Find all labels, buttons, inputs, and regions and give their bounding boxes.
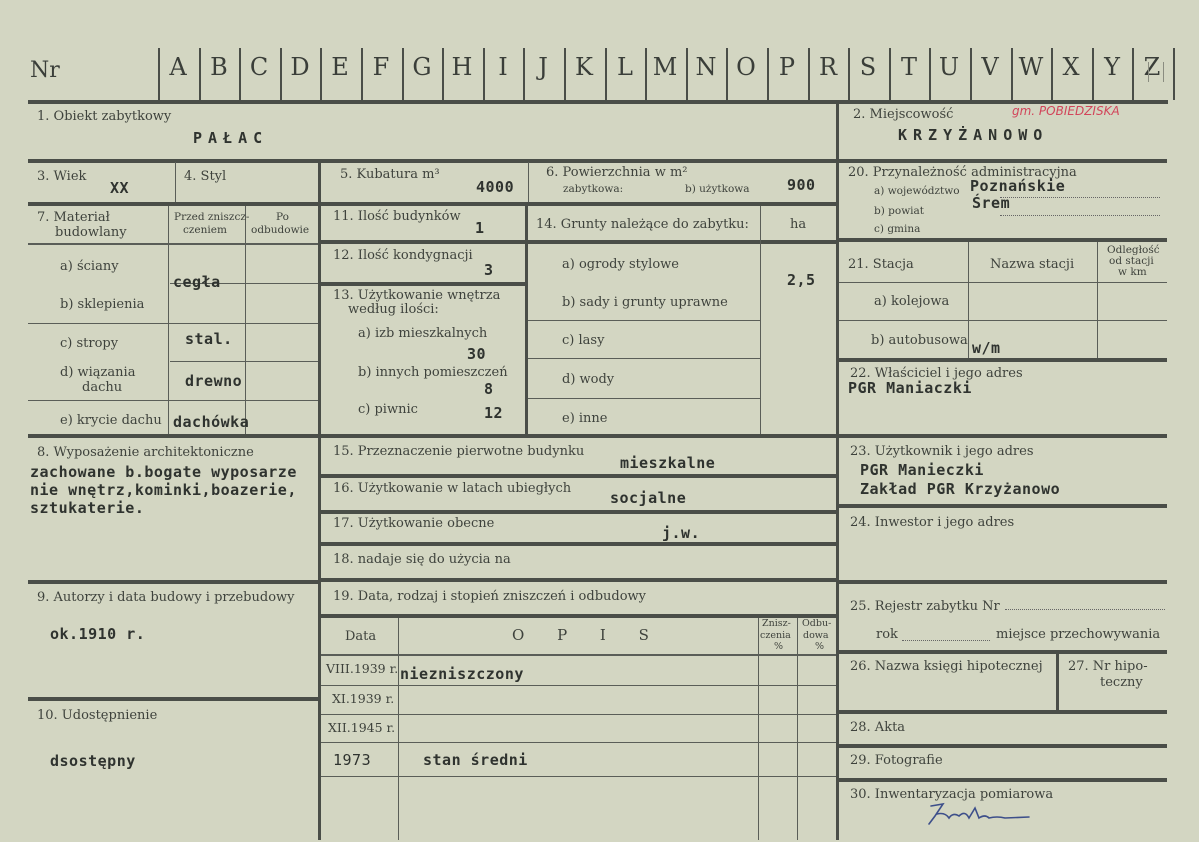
- storeys-label: 12. Ilość kondygnacji: [333, 248, 473, 263]
- nr-label: Nr: [30, 58, 60, 83]
- land-row-orchards: b) sady i grunty uprawne: [562, 295, 728, 310]
- admin-a: a) województwo: [874, 185, 960, 197]
- user-label: 23. Użytkownik i jego adres: [850, 444, 1034, 459]
- land-row-gardens: a) ogrody stylowe: [562, 257, 679, 272]
- material-label-2: budowlany: [55, 225, 127, 240]
- letter-separator: [1051, 48, 1053, 100]
- letter-separator: [970, 48, 972, 100]
- land-row-other: e) inne: [562, 411, 608, 426]
- land-row-waters: d) wody: [562, 372, 615, 387]
- letter-separator: [158, 48, 160, 100]
- mortgage-nr-2: teczny: [1100, 675, 1143, 690]
- letter-separator: [442, 48, 444, 100]
- letter-s: S: [859, 53, 877, 81]
- area-sub-b: b) użytkowa: [685, 183, 750, 195]
- authors-value: ok.1910 r.: [50, 625, 146, 643]
- letter-u: U: [938, 53, 960, 81]
- letter-separator: [361, 48, 363, 100]
- letter-x: X: [1062, 53, 1080, 81]
- current-use-value: j.w.: [662, 524, 701, 542]
- usage-label-1: 13. Użytkowanie wnętrza: [333, 288, 501, 303]
- usage-label-2: według ilości:: [348, 302, 439, 317]
- original-purpose-label: 15. Przeznaczenie pierwotne budynku: [333, 444, 585, 459]
- damage-row-1-desc: niezniszczony: [400, 665, 524, 683]
- admin-label: 20. Przynależność administracyjna: [848, 165, 1077, 180]
- land-row-forests: c) lasy: [562, 333, 605, 348]
- letter-e: E: [331, 53, 349, 81]
- margin-mark: [1148, 62, 1164, 82]
- access-value: dsostępny: [50, 752, 136, 770]
- material-row-ceilings: c) stropy: [60, 336, 119, 351]
- admin-b-value: Śrem: [972, 194, 1011, 212]
- land-unit: ha: [790, 217, 807, 232]
- letter-n: N: [695, 53, 717, 81]
- letter-separator: [848, 48, 850, 100]
- storeys-value: 3: [484, 261, 494, 279]
- locality-handwritten-note: gm. POBIEDZISKA: [1012, 104, 1120, 118]
- user-line-1: PGR Manieczki: [860, 461, 984, 479]
- material-walls-value: cegła: [173, 273, 221, 291]
- damage-col-date: Data: [345, 629, 377, 644]
- letter-separator: [808, 48, 810, 100]
- files-label: 28. Akta: [850, 720, 906, 735]
- letter-j: J: [538, 53, 548, 81]
- admin-c: c) gmina: [874, 223, 921, 235]
- admin-b: b) powiat: [874, 205, 925, 217]
- letter-z: Z: [1143, 53, 1161, 81]
- letter-separator: [929, 48, 931, 100]
- letter-r: R: [818, 53, 838, 81]
- letter-m: M: [652, 53, 678, 81]
- letter-separator: [1092, 48, 1094, 100]
- land-gardens-value: 2,5: [787, 271, 816, 289]
- mortgage-label: 26. Nazwa księgi hipotecznej: [850, 659, 1043, 674]
- authors-label: 9. Autorzy i data budowy i przebudowy: [37, 590, 295, 605]
- station-dist-3: w km: [1118, 266, 1147, 278]
- signature: [925, 800, 1035, 830]
- letter-f: F: [372, 53, 390, 81]
- area-value: 900: [787, 176, 816, 194]
- photos-label: 29. Fotografie: [850, 753, 943, 768]
- damage-col-dmg-1: Znisz-: [762, 618, 791, 629]
- material-row-vaults: b) sklepienia: [60, 297, 145, 312]
- equipment-line-1: zachowane b.bogate wyposarze: [30, 463, 297, 481]
- register-place: miejsce przechowywania: [996, 627, 1161, 642]
- area-label: 6. Powierzchnia w m²: [546, 165, 688, 180]
- past-use-value: socjalne: [610, 489, 687, 507]
- inventory-label: 30. Inwentaryzacja pomiarowa: [850, 787, 1054, 802]
- letter-separator: [1132, 48, 1134, 100]
- letter-h: H: [451, 53, 473, 81]
- usage-b-label: b) innych pomieszczeń: [358, 365, 508, 380]
- damage-row-4-date: 1973: [333, 751, 372, 769]
- usage-a-value: 30: [467, 345, 487, 363]
- letter-separator: [1011, 48, 1013, 100]
- current-use-label: 17. Użytkowanie obecne: [333, 516, 495, 531]
- letter-separator: [280, 48, 282, 100]
- material-row-roof-truss-1: d) wiązania: [60, 365, 136, 380]
- usage-a-label: a) izb mieszkalnych: [358, 326, 488, 341]
- buildings-value: 1: [475, 219, 485, 237]
- register-label: 25. Rejestr zabytku Nr: [850, 599, 1000, 614]
- owner-value: PGR Maniaczki: [848, 379, 972, 397]
- buildings-label: 11. Ilość budynków: [333, 209, 461, 224]
- style-label: 4. Styl: [184, 169, 227, 184]
- letter-g: G: [412, 53, 432, 81]
- damage-col-dmg-2: czenia: [760, 630, 791, 641]
- register-year: rok: [876, 627, 898, 642]
- admin-a-value: Poznańskie: [970, 177, 1066, 195]
- locality-value: KRZYŻANOWO: [898, 126, 1049, 144]
- equipment-label: 8. Wyposażenie architektoniczne: [37, 445, 254, 460]
- station-bus: b) autobusowa: [871, 333, 968, 348]
- header-rule: [28, 100, 1168, 104]
- damage-row-3-date: XII.1945 r.: [328, 720, 396, 735]
- age-label: 3. Wiek: [37, 169, 87, 184]
- original-purpose-value: mieszkalne: [620, 454, 716, 472]
- station-dist-1: Odległość: [1107, 244, 1160, 256]
- damage-col-rec-3: %: [815, 641, 825, 652]
- material-before-2: czeniem: [183, 224, 227, 236]
- letter-separator: [605, 48, 607, 100]
- letter-i: I: [498, 53, 508, 81]
- damage-col-dmg-3: %: [774, 641, 784, 652]
- suitable-label: 18. nadaje się do użycia na: [333, 552, 511, 567]
- material-after-2: odbudowie: [251, 224, 310, 236]
- letter-l: L: [617, 53, 633, 81]
- damage-col-desc: O P I S: [512, 626, 663, 644]
- damage-label: 19. Data, rodzaj i stopień zniszczeń i odbudowy: [333, 589, 647, 604]
- letter-separator: [889, 48, 891, 100]
- letter-separator: [686, 48, 688, 100]
- material-roof-truss-value: drewno: [185, 372, 243, 390]
- letter-p: P: [778, 53, 796, 81]
- letter-separator: [199, 48, 201, 100]
- letter-separator: [726, 48, 728, 100]
- letter-separator: [239, 48, 241, 100]
- usage-b-value: 8: [484, 380, 494, 398]
- user-line-2: Zakład PGR Krzyżanowo: [860, 480, 1061, 498]
- station-bus-value: w/m: [972, 339, 1001, 357]
- letter-w: W: [1018, 53, 1044, 81]
- letter-b: B: [210, 53, 228, 81]
- col-divider-left: [318, 162, 321, 840]
- material-row-walls: a) ściany: [60, 259, 119, 274]
- object-label: 1. Obiekt zabytkowy: [37, 109, 172, 124]
- past-use-label: 16. Użytkowanie w latach ubiegłych: [333, 481, 572, 496]
- letter-separator: [320, 48, 322, 100]
- damage-row-2-date: XI.1939 r.: [332, 691, 395, 706]
- station-label: 21. Stacja: [848, 257, 914, 272]
- object-value: PAŁAC: [193, 129, 269, 147]
- usage-c-value: 12: [484, 404, 504, 422]
- letter-separator: [483, 48, 485, 100]
- mortgage-nr-1: 27. Nr hipo-: [1068, 659, 1148, 674]
- volume-value: 4000: [476, 178, 515, 196]
- letter-a: A: [169, 53, 187, 81]
- letter-separator: [523, 48, 525, 100]
- letter-separator: [564, 48, 566, 100]
- col-divider-right: [836, 102, 839, 840]
- damage-row-4-desc: stan średni: [423, 751, 528, 769]
- material-row-roofing: e) krycie dachu: [60, 413, 162, 428]
- damage-col-rec-2: dowa: [803, 630, 829, 641]
- land-label: 14. Grunty należące do zabytku:: [536, 217, 749, 232]
- letter-c: C: [249, 53, 269, 81]
- letter-separator: [645, 48, 647, 100]
- material-before-1: Przed zniszcz-: [174, 211, 250, 223]
- letter-separator: [402, 48, 404, 100]
- letter-y: Y: [1104, 53, 1120, 81]
- letter-o: O: [736, 53, 756, 81]
- equipment-line-3: sztukaterie.: [30, 499, 145, 517]
- letter-t: T: [900, 53, 917, 81]
- equipment-line-2: nie wnętrz,kominki,boazerie,: [30, 481, 297, 499]
- station-dist-2: od stacji: [1109, 255, 1154, 267]
- letter-k: K: [575, 53, 593, 81]
- material-label-1: 7. Materiał: [37, 210, 110, 225]
- letter-separator: [767, 48, 769, 100]
- material-ceilings-value: stal.: [185, 330, 233, 348]
- station-rail: a) kolejowa: [874, 294, 950, 309]
- locality-label: 2. Miejscowość: [853, 107, 954, 122]
- material-row-roof-truss-2: dachu: [82, 380, 123, 395]
- usage-c-label: c) piwnic: [358, 402, 418, 417]
- material-after-1: Po: [276, 211, 289, 223]
- letter-v: V: [981, 53, 999, 81]
- damage-row-1-date: VIII.1939 r.: [326, 661, 399, 676]
- material-roofing-value: dachówka: [173, 413, 250, 431]
- owner-label: 22. Właściciel i jego adres: [850, 366, 1023, 381]
- station-name-header: Nazwa stacji: [990, 257, 1075, 272]
- letter-d: D: [290, 53, 310, 81]
- access-label: 10. Udostępnienie: [37, 708, 158, 723]
- volume-label: 5. Kubatura m³: [340, 167, 440, 182]
- age-value: XX: [110, 179, 130, 197]
- investor-label: 24. Inwestor i jego adres: [850, 515, 1015, 530]
- area-sub-a: zabytkowa:: [563, 183, 624, 195]
- letter-separator: [1173, 48, 1175, 100]
- damage-col-rec-1: Odbu-: [802, 618, 832, 629]
